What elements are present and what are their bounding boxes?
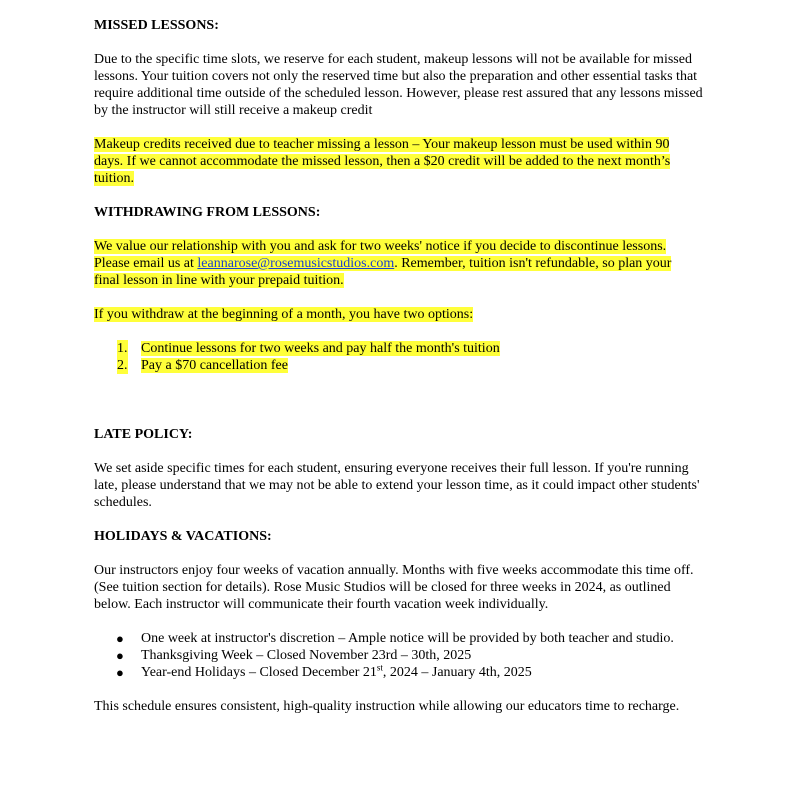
holidays-body: Our instructors enjoy four weeks of vacation annually. Months with five weeks accommodate this time off. (See tuition section for details). Rose Music Studios will be closed for three weeks in 2024, as outlined below. Each instructor will communicate their fourth vacation week individually. bbox=[94, 563, 694, 612]
late-policy-heading: LATE POLICY: bbox=[94, 427, 193, 442]
withdraw-notice-line: We value our relationship with you and ask for two weeks' notice if you decide to discontinue lessons. bbox=[94, 239, 667, 254]
bullet-icon: ● bbox=[116, 648, 124, 663]
list-item bbox=[94, 630, 710, 647]
missed-lessons-body: Due to the specific time slots, we reserve for each student, makeup lessons will not be available for missed lessons. Your tuition covers not only the reserved time but also the preparation and other essential tasks that require additional time outside of the scheduled lesson. However, please rest assured that any lessons missed by the instructor will still receive a makeup credit bbox=[94, 52, 703, 118]
withdrawing-heading: WITHDRAWING FROM LESSONS: bbox=[94, 205, 321, 220]
list-item bbox=[94, 357, 710, 374]
list-item bbox=[94, 340, 710, 357]
makeup-credit-paragraph bbox=[94, 136, 710, 187]
withdraw-options-list bbox=[94, 340, 710, 374]
bullet-icon: ● bbox=[116, 665, 124, 680]
withdraw-notice-text: . Remember, tuition isn't refundable, so plan your bbox=[394, 256, 672, 271]
withdraw-notice-paragraph bbox=[94, 238, 710, 289]
superscript: st bbox=[376, 662, 383, 673]
list-item-text: One week at instructor's discretion – Ample notice will be provided by both teacher and studio. bbox=[141, 631, 674, 646]
late-policy-body: We set aside specific times for each student, ensuring everyone receives their full lesson. If you're running late, please understand that we may not be able to extend your lesson time, as it could impact other students' schedules. bbox=[94, 461, 700, 510]
document-page bbox=[94, 17, 710, 715]
list-item-text: , 2024 – January 4th, 2025 bbox=[382, 665, 532, 680]
holidays-closing: This schedule ensures consistent, high-quality instruction while allowing our educators time to recharge. bbox=[94, 699, 680, 714]
list-number: 1. bbox=[117, 341, 128, 356]
list-item-text: Pay a $70 cancellation fee bbox=[141, 358, 288, 373]
missed-lessons-heading: MISSED LESSONS: bbox=[94, 18, 219, 33]
list-item bbox=[94, 647, 710, 664]
bullet-icon: ● bbox=[116, 631, 124, 646]
holidays-list bbox=[94, 630, 710, 681]
list-item bbox=[94, 664, 710, 681]
list-item-text: Continue lessons for two weeks and pay half the month's tuition bbox=[141, 341, 500, 356]
list-item-text: Year-end Holidays – Closed December 21 bbox=[141, 665, 377, 680]
withdraw-notice-text: Please email us at bbox=[94, 256, 198, 271]
makeup-credit-line: Makeup credits received due to teacher missing a lesson – Your makeup lesson must be used within 90 bbox=[94, 137, 670, 152]
makeup-credit-line: tuition. bbox=[94, 171, 135, 186]
makeup-credit-line: days. If we cannot accommodate the missed lesson, then a $20 credit will be added to the next month’s bbox=[94, 154, 671, 169]
holidays-heading: HOLIDAYS & VACATIONS: bbox=[94, 529, 272, 544]
list-item-text: Thanksgiving Week – Closed November 23rd – 30th, 2025 bbox=[141, 648, 472, 663]
email-link[interactable]: leannarose@rosemusicstudios.com bbox=[197, 256, 395, 271]
withdraw-options-intro: If you withdraw at the beginning of a month, you have two options: bbox=[94, 307, 474, 322]
list-number: 2. bbox=[117, 358, 128, 373]
withdraw-notice-line: final lesson in line with your prepaid tuition. bbox=[94, 273, 344, 288]
